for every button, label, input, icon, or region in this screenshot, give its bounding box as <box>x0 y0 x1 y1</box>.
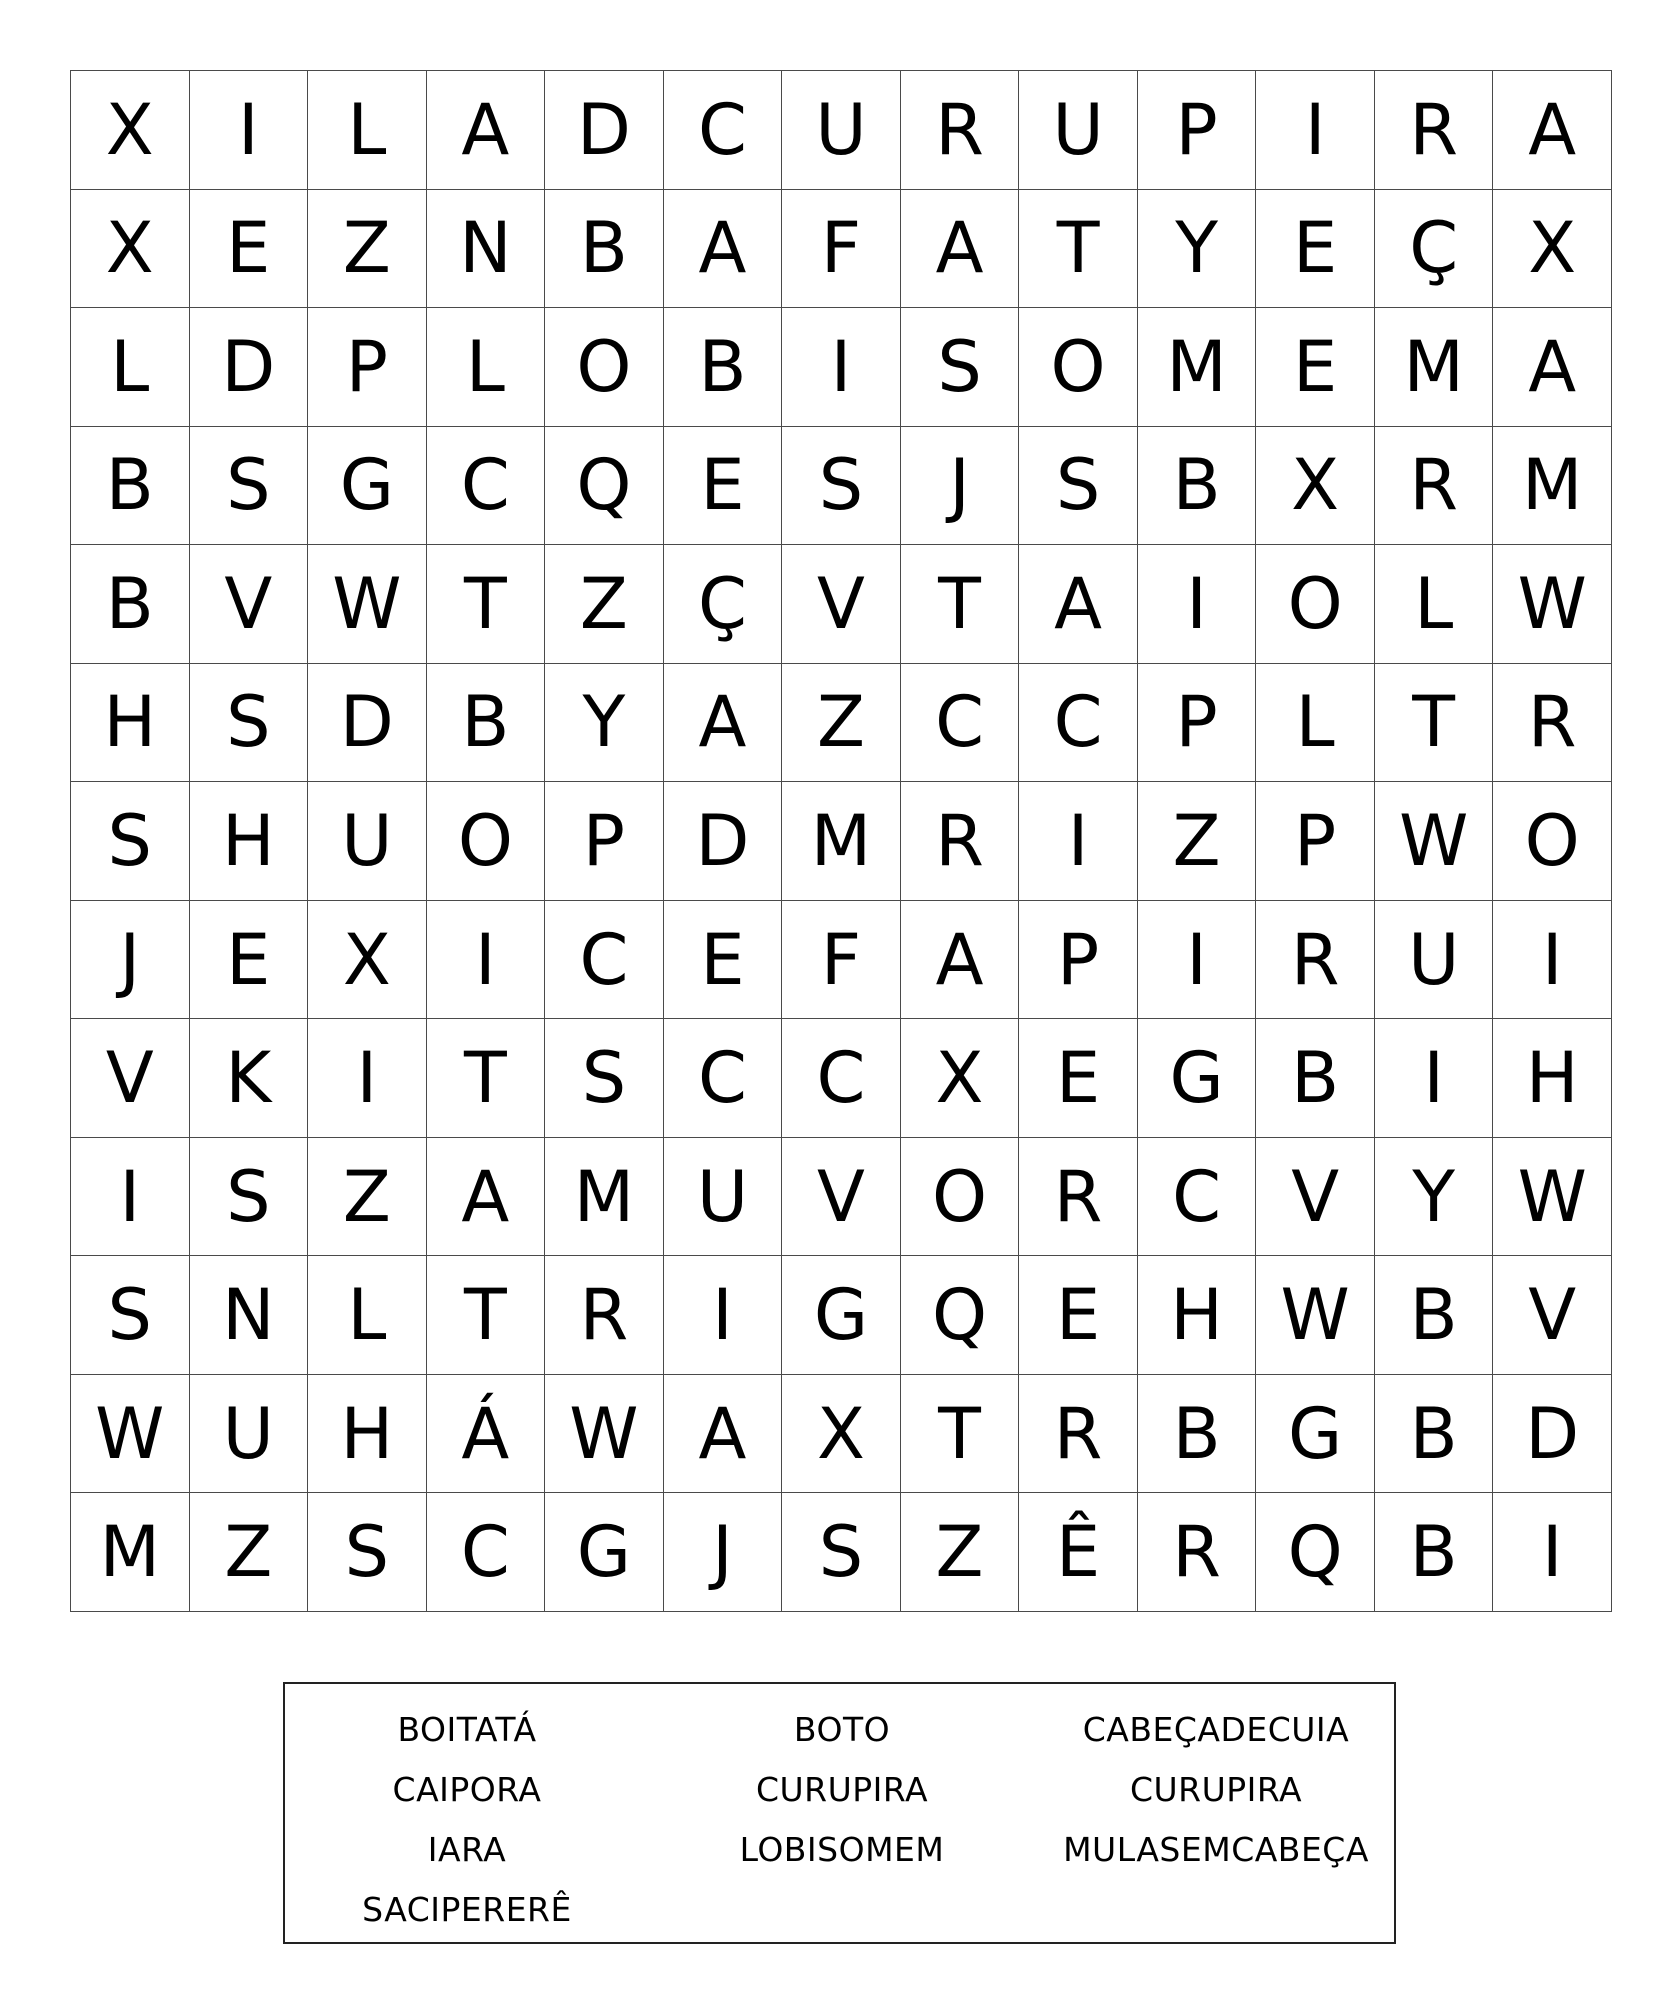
grid-cell[interactable]: B <box>664 308 783 427</box>
grid-cell[interactable]: V <box>190 545 309 664</box>
word-list-item: CURUPIRA <box>755 1770 929 1809</box>
grid-cell[interactable]: B <box>427 664 546 783</box>
grid-cell[interactable]: Y <box>1375 1138 1494 1257</box>
grid-cell[interactable]: S <box>901 308 1020 427</box>
grid-cell[interactable]: Z <box>782 664 901 783</box>
grid-cell[interactable]: I <box>1138 901 1257 1020</box>
grid-cell[interactable]: L <box>308 71 427 190</box>
grid-cell[interactable]: I <box>1493 1493 1612 1612</box>
grid-cell[interactable]: I <box>1019 782 1138 901</box>
grid-cell[interactable]: W <box>1493 1138 1612 1257</box>
grid-cell[interactable]: S <box>190 1138 309 1257</box>
grid-cell[interactable]: S <box>71 1256 190 1375</box>
grid-cell[interactable]: B <box>71 545 190 664</box>
word-list-item: CAIPORA <box>392 1770 542 1809</box>
grid-cell[interactable]: L <box>71 308 190 427</box>
grid-cell[interactable]: Z <box>190 1493 309 1612</box>
grid-cell[interactable]: K <box>190 1019 309 1138</box>
grid-cell[interactable]: B <box>1375 1256 1494 1375</box>
grid-cell[interactable]: F <box>782 901 901 1020</box>
word-list-item: CURUPIRA <box>1129 1770 1303 1809</box>
grid-cell[interactable]: M <box>1375 308 1494 427</box>
grid-cell[interactable]: R <box>1375 427 1494 546</box>
grid-cell[interactable]: I <box>782 308 901 427</box>
grid-cell[interactable]: A <box>664 1375 783 1494</box>
grid-cell[interactable]: R <box>1019 1375 1138 1494</box>
grid-cell[interactable]: E <box>1019 1256 1138 1375</box>
grid-cell[interactable]: C <box>1138 1138 1257 1257</box>
grid-cell[interactable]: Á <box>427 1375 546 1494</box>
grid-cell[interactable]: R <box>901 782 1020 901</box>
grid-cell[interactable]: U <box>1375 901 1494 1020</box>
grid-cell[interactable]: A <box>901 901 1020 1020</box>
grid-cell[interactable]: T <box>427 545 546 664</box>
grid-cell[interactable]: D <box>190 308 309 427</box>
grid-cell[interactable]: O <box>1256 545 1375 664</box>
grid-cell[interactable]: S <box>1019 427 1138 546</box>
grid-cell[interactable]: E <box>190 901 309 1020</box>
grid-cell[interactable]: A <box>1493 71 1612 190</box>
grid-cell[interactable]: I <box>71 1138 190 1257</box>
grid-cell[interactable]: X <box>1256 427 1375 546</box>
grid-cell[interactable]: R <box>1375 71 1494 190</box>
grid-cell[interactable]: T <box>1019 190 1138 309</box>
grid-cell[interactable]: Ç <box>1375 190 1494 309</box>
word-list-item: LOBISOMEM <box>739 1830 945 1869</box>
grid-cell[interactable]: I <box>190 71 309 190</box>
grid-cell[interactable]: Z <box>308 1138 427 1257</box>
grid-cell[interactable]: A <box>664 664 783 783</box>
grid-cell[interactable]: Y <box>545 664 664 783</box>
grid-cell[interactable]: T <box>427 1256 546 1375</box>
word-list-box <box>283 1682 1396 1944</box>
grid-cell[interactable]: P <box>545 782 664 901</box>
grid-cell[interactable]: S <box>308 1493 427 1612</box>
grid-cell[interactable]: W <box>1256 1256 1375 1375</box>
grid-cell[interactable]: Z <box>545 545 664 664</box>
word-list-column <box>1063 1700 1369 1880</box>
grid-cell[interactable]: O <box>1019 308 1138 427</box>
grid-cell[interactable]: O <box>545 308 664 427</box>
grid-cell[interactable]: B <box>1138 427 1257 546</box>
grid-cell[interactable]: S <box>190 427 309 546</box>
grid-cell[interactable]: X <box>71 190 190 309</box>
grid-cell[interactable]: G <box>545 1493 664 1612</box>
grid-cell[interactable]: R <box>901 71 1020 190</box>
word-list-column <box>740 1700 945 1880</box>
grid-cell[interactable]: X <box>782 1375 901 1494</box>
grid-cell[interactable]: I <box>1138 545 1257 664</box>
grid-cell[interactable]: G <box>308 427 427 546</box>
grid-cell[interactable]: C <box>664 1019 783 1138</box>
word-list-column <box>362 1700 572 1940</box>
word-list-item: SACIPERERÊ <box>362 1890 572 1929</box>
grid-cell[interactable]: E <box>190 190 309 309</box>
grid-cell[interactable]: M <box>71 1493 190 1612</box>
grid-cell[interactable]: Ê <box>1019 1493 1138 1612</box>
grid-cell[interactable]: S <box>782 427 901 546</box>
grid-cell[interactable]: R <box>1138 1493 1257 1612</box>
grid-cell[interactable]: D <box>308 664 427 783</box>
grid-cell[interactable]: J <box>664 1493 783 1612</box>
grid-cell[interactable]: T <box>901 545 1020 664</box>
word-list-item: BOITATÁ <box>397 1710 537 1749</box>
grid-cell[interactable]: D <box>664 782 783 901</box>
grid-cell[interactable]: B <box>1375 1375 1494 1494</box>
grid-cell[interactable]: U <box>1019 71 1138 190</box>
grid-cell[interactable]: H <box>1138 1256 1257 1375</box>
grid-cell[interactable]: C <box>427 1493 546 1612</box>
grid-cell[interactable]: M <box>782 782 901 901</box>
grid-cell[interactable]: B <box>1375 1493 1494 1612</box>
word-search-grid <box>70 70 1612 1612</box>
grid-cell[interactable]: B <box>545 190 664 309</box>
grid-cell[interactable]: S <box>782 1493 901 1612</box>
grid-cell[interactable]: G <box>782 1256 901 1375</box>
grid-cell[interactable]: R <box>1493 664 1612 783</box>
grid-cell[interactable]: B <box>71 427 190 546</box>
grid-cell[interactable]: J <box>901 427 1020 546</box>
grid-cell[interactable]: P <box>1138 71 1257 190</box>
grid-cell[interactable]: L <box>427 308 546 427</box>
grid-cell[interactable]: R <box>1256 901 1375 1020</box>
word-list-item: MULASEMCABEÇA <box>1063 1830 1369 1869</box>
grid-cell[interactable]: V <box>782 545 901 664</box>
grid-cell[interactable]: S <box>545 1019 664 1138</box>
grid-cell[interactable]: S <box>71 782 190 901</box>
grid-cell[interactable]: V <box>782 1138 901 1257</box>
grid-cell[interactable]: B <box>1138 1375 1257 1494</box>
grid-cell[interactable]: U <box>308 782 427 901</box>
grid-cell[interactable]: C <box>664 71 783 190</box>
grid-cell[interactable]: G <box>1256 1375 1375 1494</box>
grid-cell[interactable]: E <box>1256 190 1375 309</box>
grid-cell[interactable]: F <box>782 190 901 309</box>
grid-cell[interactable]: C <box>782 1019 901 1138</box>
grid-cell[interactable]: U <box>664 1138 783 1257</box>
grid-cell[interactable]: I <box>664 1256 783 1375</box>
grid-cell[interactable]: D <box>1493 1375 1612 1494</box>
grid-cell[interactable]: M <box>545 1138 664 1257</box>
word-list-item: IARA <box>427 1830 507 1869</box>
grid-cell[interactable]: X <box>71 71 190 190</box>
grid-cell[interactable]: N <box>427 190 546 309</box>
grid-cell[interactable]: P <box>1256 782 1375 901</box>
grid-cell[interactable]: W <box>1375 782 1494 901</box>
grid-cell[interactable]: Q <box>1256 1493 1375 1612</box>
grid-cell[interactable]: D <box>545 71 664 190</box>
grid-cell[interactable]: I <box>308 1019 427 1138</box>
grid-cell[interactable]: U <box>190 1375 309 1494</box>
grid-cell[interactable]: A <box>1493 308 1612 427</box>
grid-cell[interactable]: X <box>308 901 427 1020</box>
grid-cell[interactable]: Q <box>545 427 664 546</box>
grid-cell[interactable]: J <box>71 901 190 1020</box>
grid-cell[interactable]: I <box>1375 1019 1494 1138</box>
grid-cell[interactable]: Y <box>1138 190 1257 309</box>
grid-cell[interactable]: P <box>1019 901 1138 1020</box>
grid-cell[interactable]: Z <box>308 190 427 309</box>
grid-cell[interactable]: I <box>1256 71 1375 190</box>
grid-cell[interactable]: E <box>664 901 783 1020</box>
grid-cell[interactable]: A <box>427 1138 546 1257</box>
grid-cell[interactable]: O <box>901 1138 1020 1257</box>
grid-cell[interactable]: C <box>901 664 1020 783</box>
grid-cell[interactable]: M <box>1138 308 1257 427</box>
grid-cell[interactable]: X <box>1493 190 1612 309</box>
grid-cell[interactable]: V <box>71 1019 190 1138</box>
grid-cell[interactable]: R <box>545 1256 664 1375</box>
grid-cell[interactable]: W <box>1493 545 1612 664</box>
grid-cell[interactable]: W <box>71 1375 190 1494</box>
grid-cell[interactable]: U <box>782 71 901 190</box>
grid-cell[interactable]: S <box>190 664 309 783</box>
grid-cell[interactable]: H <box>190 782 309 901</box>
grid-cell[interactable]: W <box>308 545 427 664</box>
grid-cell[interactable]: T <box>1375 664 1494 783</box>
grid-cell[interactable]: L <box>1375 545 1494 664</box>
grid-cell[interactable]: H <box>308 1375 427 1494</box>
grid-cell[interactable]: Ç <box>664 545 783 664</box>
grid-cell[interactable]: X <box>901 1019 1020 1138</box>
grid-cell[interactable]: Z <box>901 1493 1020 1612</box>
word-list-item: BOTO <box>793 1710 891 1749</box>
grid-cell[interactable]: A <box>664 190 783 309</box>
grid-cell[interactable]: C <box>545 901 664 1020</box>
grid-cell[interactable]: T <box>901 1375 1020 1494</box>
grid-cell[interactable]: N <box>190 1256 309 1375</box>
grid-cell[interactable]: M <box>1493 427 1612 546</box>
grid-cell[interactable]: E <box>664 427 783 546</box>
grid-cell[interactable]: A <box>901 190 1020 309</box>
grid-cell[interactable]: V <box>1256 1138 1375 1257</box>
grid-cell[interactable]: Z <box>1138 782 1257 901</box>
grid-cell[interactable]: O <box>427 782 546 901</box>
grid-cell[interactable]: O <box>1493 782 1612 901</box>
grid-cell[interactable]: V <box>1493 1256 1612 1375</box>
grid-cell[interactable]: B <box>1256 1019 1375 1138</box>
grid-cell[interactable]: E <box>1019 1019 1138 1138</box>
grid-cell[interactable]: P <box>308 308 427 427</box>
grid-cell[interactable]: I <box>1493 901 1612 1020</box>
grid-cell[interactable]: L <box>308 1256 427 1375</box>
grid-cell[interactable]: Q <box>901 1256 1020 1375</box>
grid-cell[interactable]: A <box>1019 545 1138 664</box>
grid-cell[interactable]: P <box>1138 664 1257 783</box>
grid-cell[interactable]: E <box>1256 308 1375 427</box>
grid-cell[interactable]: H <box>1493 1019 1612 1138</box>
grid-cell[interactable]: C <box>427 427 546 546</box>
grid-cell[interactable]: R <box>1019 1138 1138 1257</box>
word-list-item: CABEÇADECUIA <box>1082 1710 1350 1749</box>
grid-cell[interactable]: C <box>1019 664 1138 783</box>
grid-cell[interactable]: L <box>1256 664 1375 783</box>
grid-cell[interactable]: W <box>545 1375 664 1494</box>
grid-cell[interactable]: A <box>427 71 546 190</box>
grid-cell[interactable]: G <box>1138 1019 1257 1138</box>
grid-cell[interactable]: I <box>427 901 546 1020</box>
grid-cell[interactable]: T <box>427 1019 546 1138</box>
grid-cell[interactable]: H <box>71 664 190 783</box>
